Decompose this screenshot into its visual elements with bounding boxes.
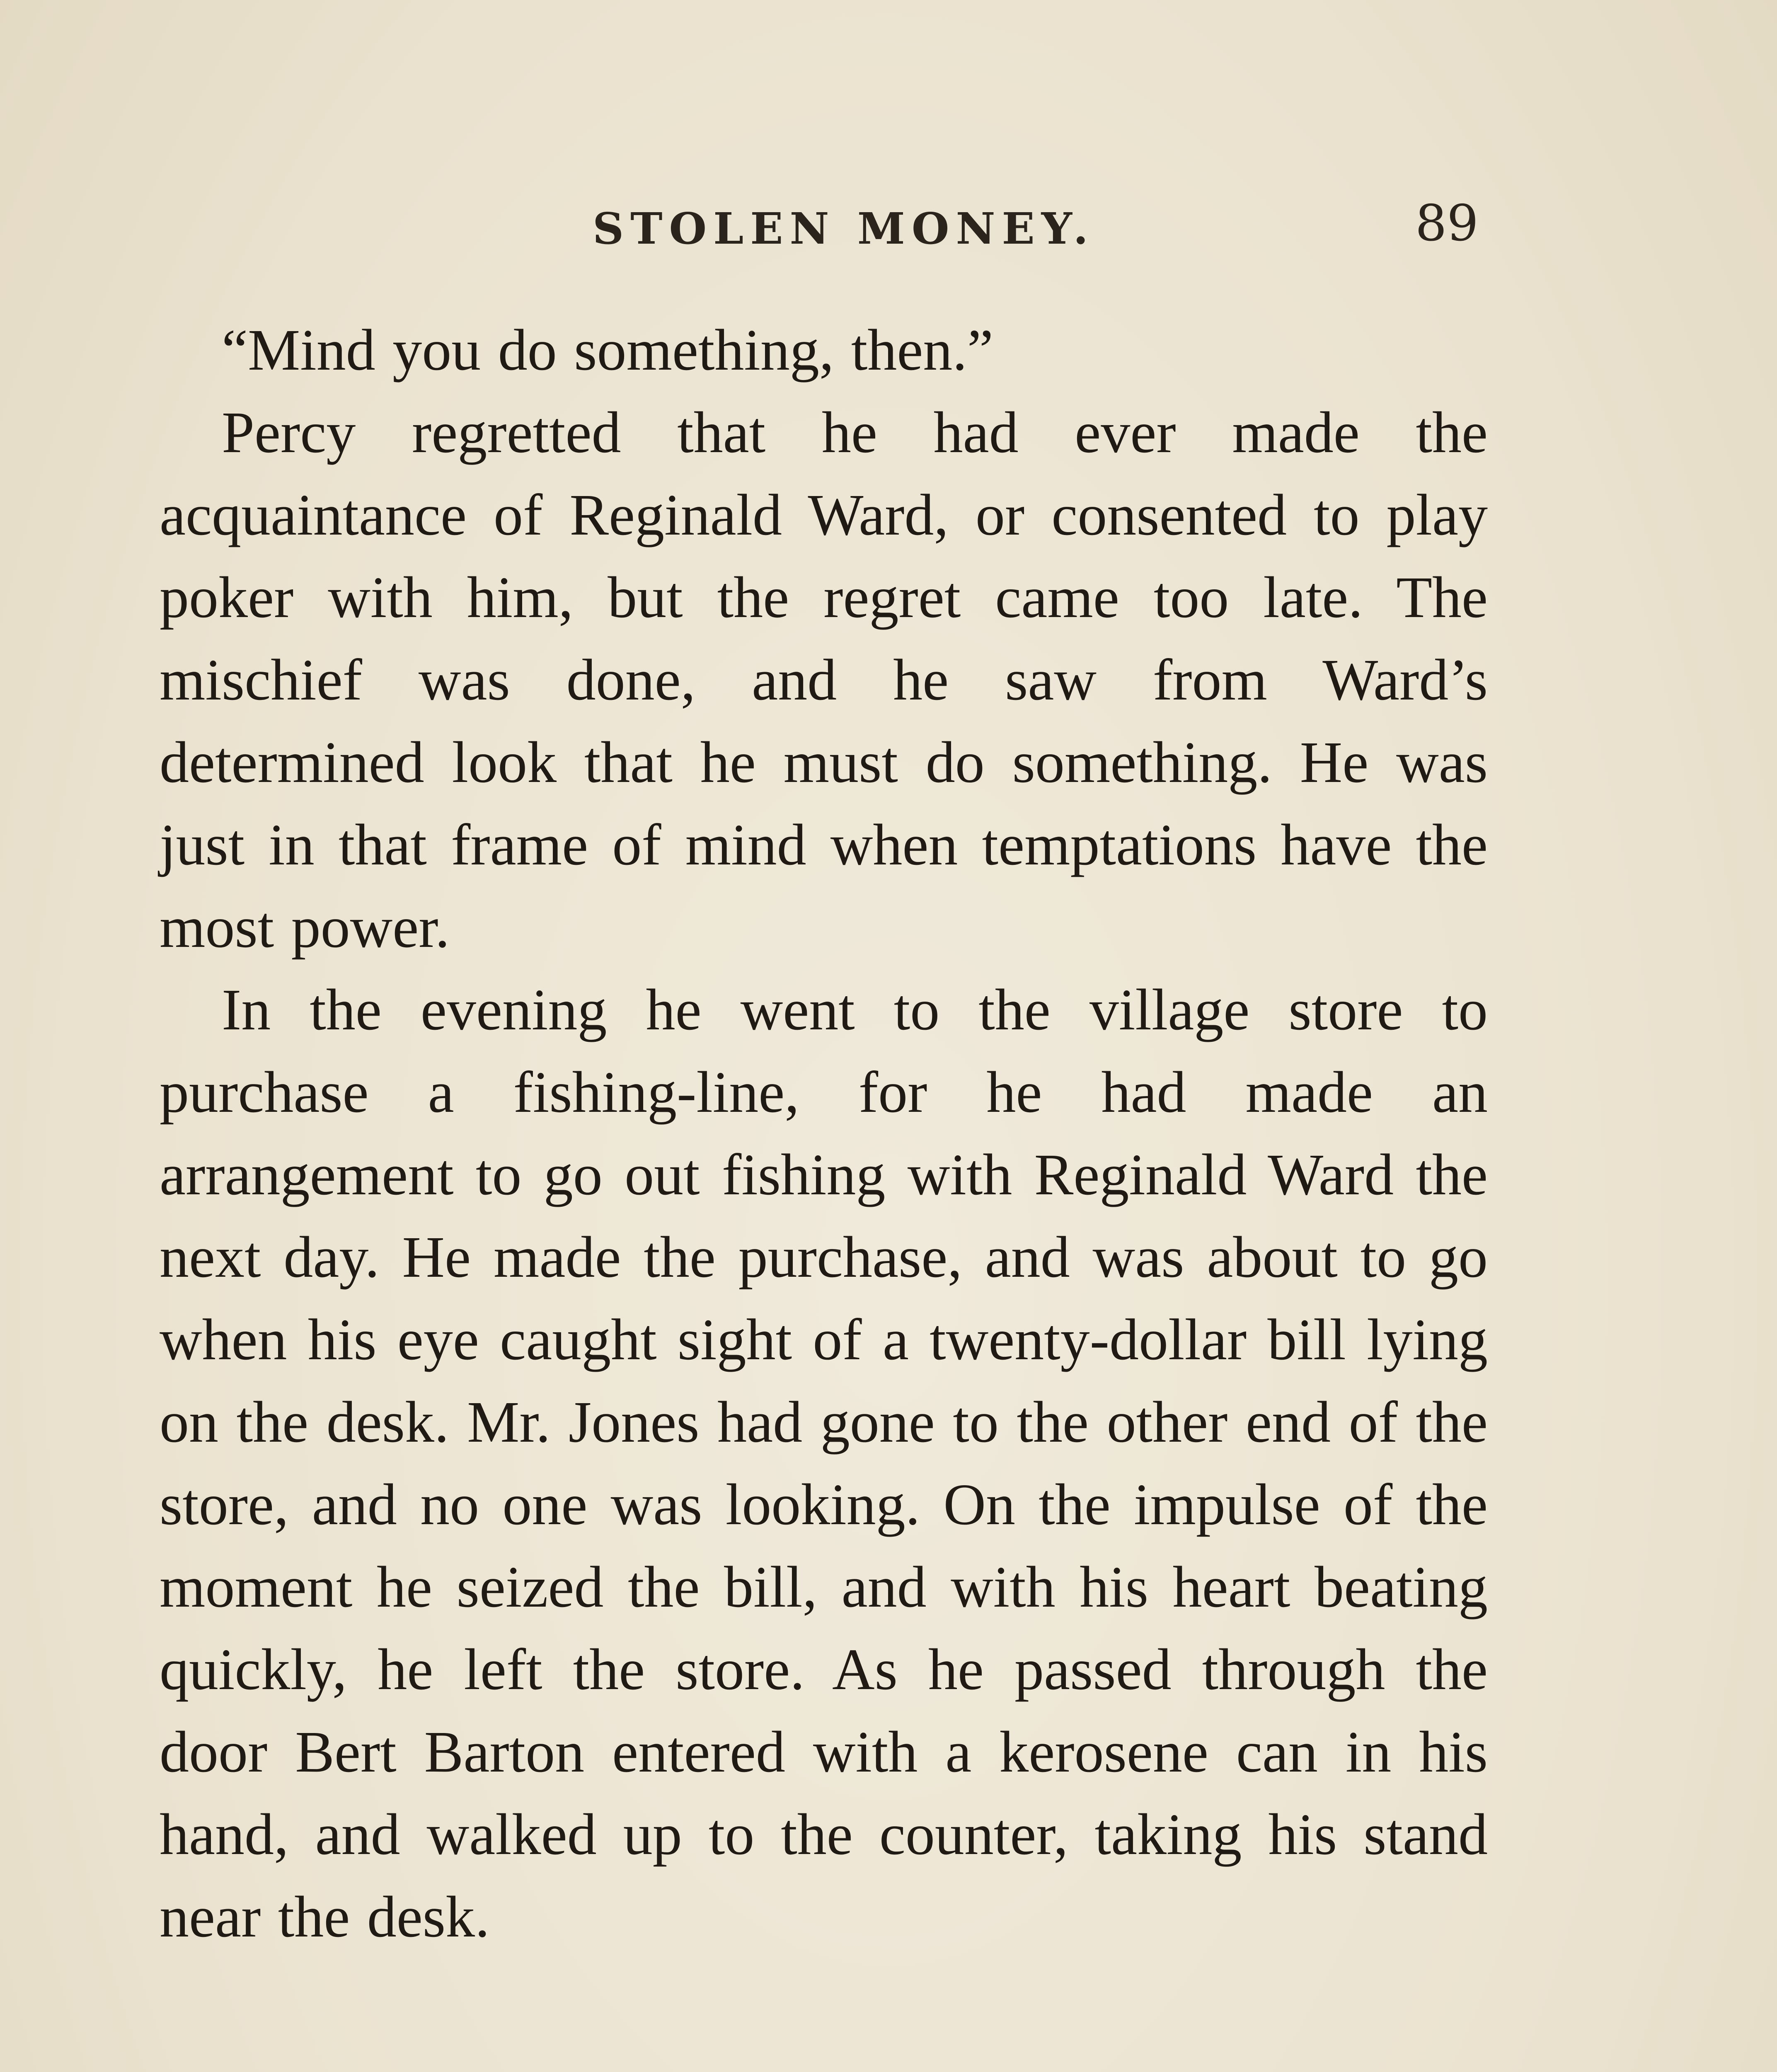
paragraph-1: “Mind you do something, then.” bbox=[222, 317, 993, 382]
paragraph-2: Percy regretted that he had ever made the acquaintance of Reginald Ward, or consented to play poker with him, but the regret came too late. The mischief was done, and he saw from Ward’s determined look that he must do something. He was just in that frame of mind when temptations have the most power. bbox=[160, 399, 1488, 960]
body-text bbox=[160, 309, 1488, 1958]
running-title: STOLEN MONEY. bbox=[593, 203, 1095, 254]
running-head bbox=[0, 195, 1777, 257]
paragraph-3: In the evening he went to the village store to purchase a fishing-line, for he had made an arrangement to go out fishing with Reginald Ward the next day. He made the purchase, and was about to go when his eye caught sight of a twenty-dollar bill lying on the desk. Mr. Jones had gone to the other end of the store, and no one was looking. On the impulse of the moment he seized the bill, and with his heart beating quickly, he left the store. As he passed through the door Bert Barton entered with a kerosene can in his hand, and walked up to the counter, taking his stand near the desk. bbox=[160, 977, 1488, 1949]
page-number: 89 bbox=[1415, 195, 1479, 252]
